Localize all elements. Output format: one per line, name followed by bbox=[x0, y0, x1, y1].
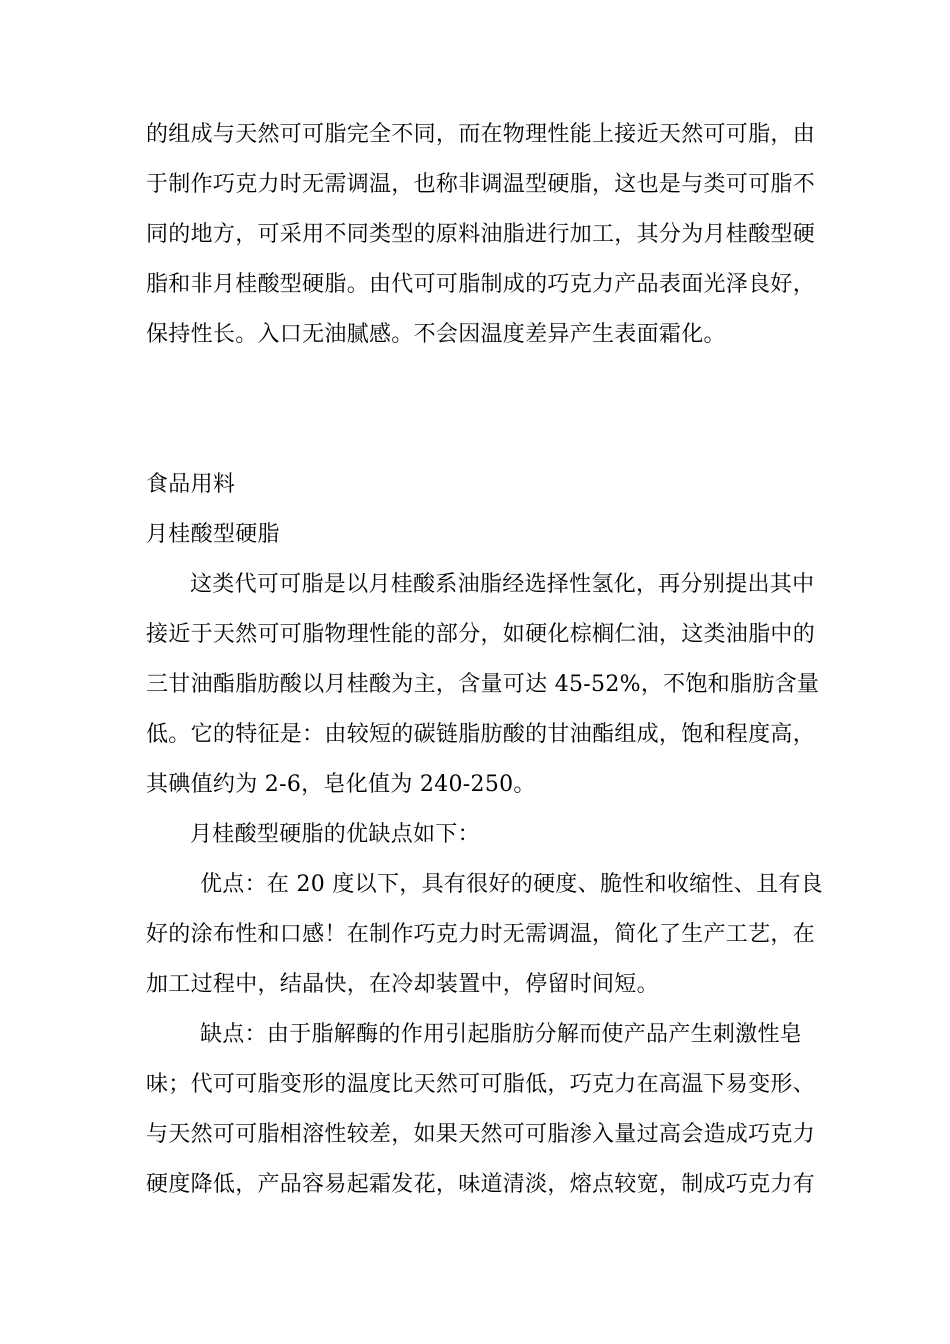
text-line: 保持性长。入口无油腻感。不会因温度差异产生表面霜化。 bbox=[146, 322, 726, 347]
text-line: 低。它的特征是：由较短的碳链脂肪酸的甘油酯组成，饱和程度高， bbox=[146, 722, 816, 747]
text-line: 与天然可可脂相溶性较差，如果天然可可脂渗入量过高会造成巧克力 bbox=[146, 1122, 816, 1147]
section-heading: 月桂酸型硬脂 bbox=[146, 522, 280, 547]
text-line: 脂和非月桂酸型硬脂。由代可可脂制成的巧克力产品表面光泽良好， bbox=[146, 272, 816, 297]
text-line: 接近于天然可可脂物理性能的部分，如硬化棕榈仁油，这类油脂中的 bbox=[146, 622, 816, 647]
text-line: 硬度降低，产品容易起霜发花，味道清淡，熔点较宽，制成巧克力有 bbox=[146, 1172, 816, 1197]
text-line: 同的地方，可采用不同类型的原料油脂进行加工，其分为月桂酸型硬 bbox=[146, 222, 816, 247]
text-line: 这类代可可脂是以月桂酸系油脂经选择性氢化，再分别提出其中 bbox=[190, 572, 815, 597]
text-line: 的组成与天然可可脂完全不同，而在物理性能上接近天然可可脂，由 bbox=[146, 122, 816, 147]
text-line: 味；代可可脂变形的温度比天然可可脂低，巧克力在高温下易变形、 bbox=[146, 1072, 816, 1097]
text-line: 好的涂布性和口感！在制作巧克力时无需调温，简化了生产工艺，在 bbox=[146, 922, 816, 947]
text-line: 其碘值约为 2-6，皂化值为 240-250。 bbox=[146, 772, 536, 797]
text-line: 加工过程中，结晶快，在冷却装置中，停留时间短。 bbox=[146, 972, 659, 997]
text-line: 于制作巧克力时无需调温，也称非调温型硬脂，这也是与类可可脂不 bbox=[146, 172, 816, 197]
text-line: 优点：在 20 度以下，具有很好的硬度、脆性和收缩性、且有良 bbox=[200, 872, 823, 897]
text-line: 缺点：由于脂解酶的作用引起脂肪分解而使产品产生刺激性皂 bbox=[200, 1022, 803, 1047]
pros-cons-intro: 月桂酸型硬脂的优缺点如下： bbox=[190, 822, 480, 847]
text-line: 三甘油酯脂肪酸以月桂酸为主，含量可达 45-52%，不饱和脂肪含量 bbox=[146, 672, 820, 697]
category-label: 食品用料 bbox=[146, 472, 236, 497]
